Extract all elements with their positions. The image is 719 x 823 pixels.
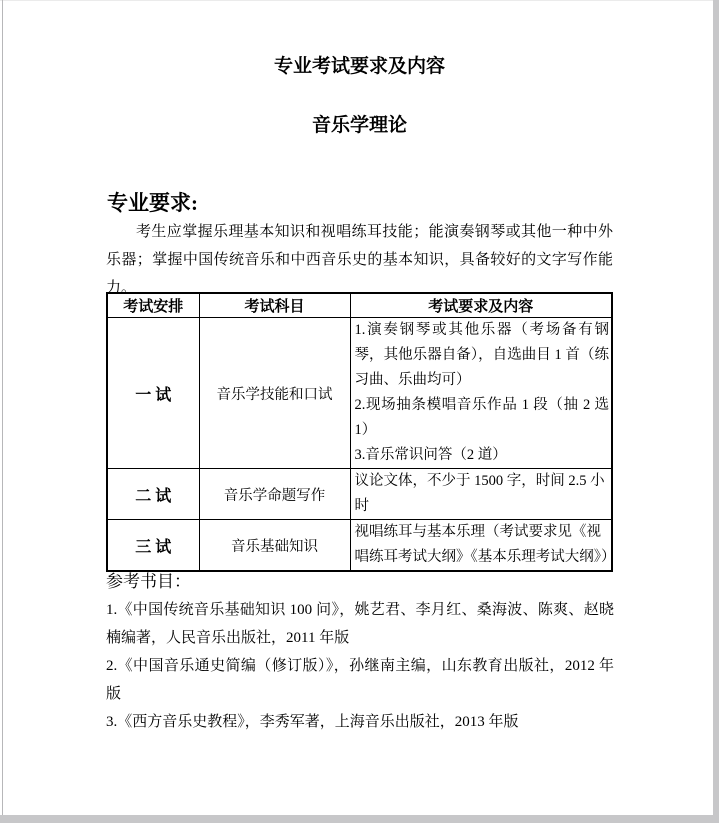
header-exam-arrangement: 考试安排 [107,293,199,318]
exam-1-arrangement: 一 试 [107,318,199,469]
exam-table-header-row [107,293,612,318]
table-row-first-exam [107,318,612,469]
reference-item-1: 1.《中国传统音乐基础知识 100 问》，姚艺君、李月红、桑海波、陈爽、赵晓楠编著，人民音乐出版社，2011 年版 [106,602,614,646]
requirements-heading: 专业要求: [107,191,198,215]
page-edge-top [0,0,719,1]
exam-1-content [350,318,612,469]
exam-1-content-item-3: 3.音乐常识问答（2 道） [354,447,507,463]
requirements-paragraph: 考生应掌握乐理基本知识和视唱练耳技能；能演奏钢琴或其他一种中外乐器；掌握中国传统音乐和中西音乐史的基本知识，具备较好的文字写作能力。 [106,224,613,296]
exam-1-content-item-2: 2.现场抽条模唱音乐作品 1 段（抽 2 选 1） [354,397,609,438]
page-edge-right [713,0,719,823]
exam-3-subject: 音乐基础知识 [199,520,350,572]
exam-1-content-item-1: 1.演奏钢琴或其他乐器（考场备有钢琴，其他乐器自备），自选曲目 1 首（练习曲、乐曲均可） [354,322,609,388]
table-row-third-exam [107,520,612,572]
reference-item-2: 2.《中国音乐通史简编（修订版）》，孙继南主编，山东教育出版社，2012 年版 [106,658,614,702]
exam-3-content-item-1: 视唱练耳与基本乐理（考试要求见《视唱练耳考试大纲》《基本乐理考试大纲》） [354,524,616,565]
exam-2-arrangement: 二 试 [107,469,199,520]
document-subtitle: 音乐学理论 [311,115,407,136]
exam-3-arrangement: 三 试 [107,520,199,572]
exam-1-subject: 音乐学技能和口试 [199,318,350,469]
header-exam-subject: 考试科目 [199,293,350,318]
header-exam-requirements: 考试要求及内容 [350,293,612,318]
exam-2-content-item-1: 议论文体，不少于 1500 字，时间 2.5 小时 [354,473,605,514]
references-heading: 参考书目： [106,572,191,591]
document-title: 专业考试要求及内容 [273,56,445,77]
exam-2-content [350,469,612,520]
page-edge-bottom [0,815,719,823]
references-section [106,568,614,736]
page-edge-left [2,0,3,815]
exam-2-subject: 音乐学命题写作 [199,469,350,520]
reference-item-3: 3.《西方音乐史教程》，李秀军著，上海音乐出版社，2013 年版 [106,714,519,730]
table-row-second-exam [107,469,612,520]
exam-3-content [350,520,616,572]
exam-table [106,292,616,572]
